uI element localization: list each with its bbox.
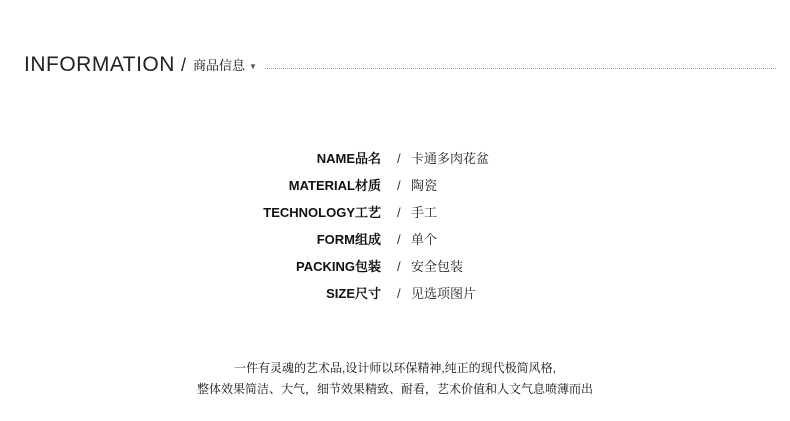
spec-label: TECHNOLOGY工艺 <box>263 205 381 220</box>
spec-value: 卡通多肉花盆 <box>411 151 490 166</box>
product-description <box>0 358 790 400</box>
description-line: 整体效果简洁、大气，细节效果精致、耐看，艺术价值和人文气息喷薄而出 <box>196 382 593 396</box>
spec-row-material <box>0 172 790 199</box>
spec-value: 陶瓷 <box>411 178 438 193</box>
spec-label: SIZE尺寸 <box>326 286 381 301</box>
spec-label: NAME品名 <box>316 151 381 166</box>
header-separator: / <box>180 55 186 75</box>
spec-value: 见选项图片 <box>411 286 477 301</box>
spec-separator: / <box>397 178 401 193</box>
spec-value: 手工 <box>411 205 438 220</box>
header-title: INFORMATION <box>24 53 175 76</box>
spec-label: FORM组成 <box>316 232 381 247</box>
spec-separator: / <box>397 259 401 274</box>
description-line: 一件有灵魂的艺术品,设计师以环保精神,纯正的现代极简风格, <box>233 361 556 375</box>
dotted-divider <box>265 68 776 69</box>
spec-separator: / <box>397 205 401 220</box>
spec-label: PACKING包装 <box>296 259 381 274</box>
spec-row-technology <box>0 199 790 226</box>
spec-separator: / <box>397 232 401 247</box>
header-subtitle: 商品信息 <box>192 58 245 73</box>
spec-value: 安全包装 <box>411 259 464 274</box>
section-header <box>24 52 776 76</box>
caret-down-icon: ▼ <box>248 62 257 71</box>
spec-label: MATERIAL材质 <box>288 178 381 193</box>
spec-row-size <box>0 280 790 307</box>
spec-row-name <box>0 145 790 172</box>
spec-separator: / <box>397 286 401 301</box>
spec-row-form <box>0 226 790 253</box>
spec-row-packing <box>0 253 790 280</box>
spec-value: 单个 <box>411 232 438 247</box>
spec-list <box>0 145 790 307</box>
spec-separator: / <box>397 151 401 166</box>
